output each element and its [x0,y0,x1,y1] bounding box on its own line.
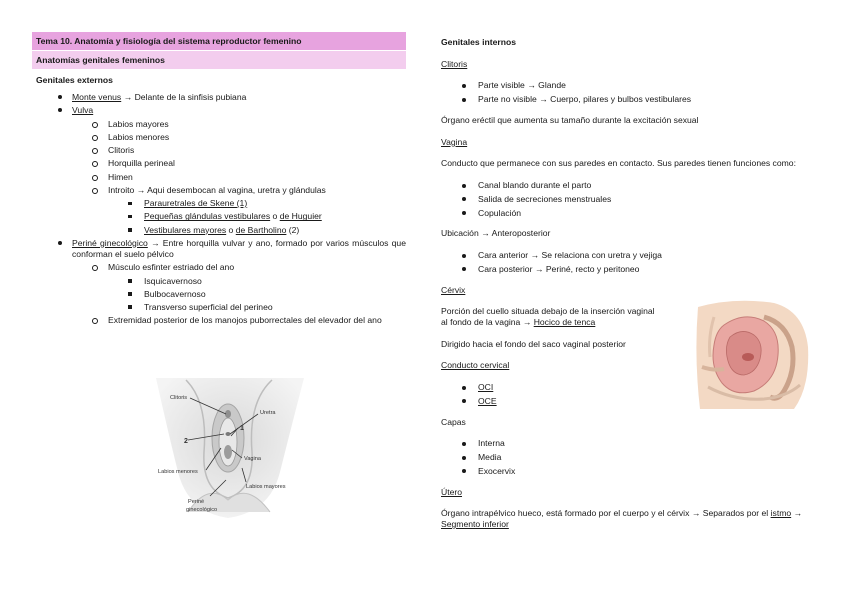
external-genitals-heading: Genitales externos [36,75,113,85]
list-item: Labios menores [72,132,406,143]
ubicacion-text: Ubicación → Anteroposterior [441,228,551,239]
list-item: Bulbocavernoso [108,289,406,300]
list-item [108,225,406,236]
segmento-term: Segmento inferior [441,519,509,530]
list-item: OCI [441,382,816,393]
cervix-description [441,306,663,327]
list-item: Copulación [441,208,816,219]
huguier-term-a: Pequeñas glándulas vestibulares [144,211,271,222]
list-item: Media [441,452,816,463]
pelvic-anatomy-figure [694,297,811,415]
list-item: Himen [72,172,406,183]
list-item: Extremidad posterior de los manojos puborrectales del elevador del ano [72,315,406,326]
list-item [72,185,406,235]
utero-desc-c: → [791,508,803,519]
vagina-subheading: Vagina [441,136,468,147]
cervix-description-2: Dirigido hacia el fondo del saco vaginal posterior [441,338,626,349]
ubicacion-list [441,250,816,274]
label-labios-menores: Labios menores [158,469,198,475]
list-item [32,105,406,235]
bartholino-term-a: Vestibulares mayores [144,224,227,235]
label-number-1: 1 [240,425,244,432]
list-item [32,92,406,103]
list-item: Parte visible → Glande [441,80,816,91]
conducto-subheading: Conducto cervical [441,360,510,371]
label-uretra: Uretra [260,410,276,416]
musculo-text: Músculo esfinter estriado del ano [108,262,235,273]
clitoris-description: Órgano eréctil que aumenta su tamaño durante la excitación sexual [441,114,699,125]
list-item: Interna [441,438,816,449]
huguier-term-b: de Huguier [279,211,322,222]
list-item: Exocervix [441,466,816,477]
left-column [32,32,406,328]
perine-term: Periné ginecológico [72,237,148,248]
list-item: OCE [441,396,816,407]
label-vagina: Vagina [244,456,262,462]
bartholino-sep: o [226,224,236,235]
list-item: Labios mayores [72,119,406,130]
vagina-description: Conducto que permanece con sus paredes en contacto. Sus paredes tienen funciones como: [441,158,796,169]
monte-venus-term: Monte venus [72,91,122,102]
list-item: Clitoris [72,145,406,156]
list-item [108,211,406,222]
introito-text: Introito → Aqui desembocan al vagina, uretra y glándulas [108,184,326,195]
cervix-subheading: Cérvix [441,284,466,295]
section-title: Anatomías genitales femeninos [32,51,406,69]
utero-desc-a: Órgano intrapélvico hueco, está formado por el cuerpo y el cérvix → Separados por el [441,508,771,519]
utero-subheading: Útero [441,486,463,497]
list-item: Transverso superficial del perineo [108,302,406,313]
right-column [441,32,816,541]
list-item [32,238,406,326]
vulva-term: Vulva [72,104,94,115]
label-perine-2: ginecológico [186,507,218,513]
vagina-list [441,180,816,218]
perine-desc: → Entre horquilla vulvar y ano, formado por varios músculos que conforman el suelo pélvico [72,237,406,259]
huguier-sep: o [270,211,280,222]
vulva-anatomy-figure [148,372,310,520]
list-item: Salida de secreciones menstruales [441,194,816,205]
capas-list [441,438,816,476]
vulva-list [72,119,406,236]
list-item: Horquilla perineal [72,158,406,169]
cervix-desc-text: Porción del cuello situada debajo de la inserción vaginal al fondo de la vagina → [441,306,655,328]
internal-genitals-heading: Genitales internos [441,37,516,47]
list-item: Isquicavernoso [108,276,406,287]
glands-list [108,198,406,235]
perine-list [72,262,406,326]
clitoris-subheading: Clitoris [441,58,468,69]
label-number-2: 2 [184,438,188,445]
clitoris-list [441,80,816,104]
label-perine-1: Periné [188,499,205,505]
hocico-term: Hocico de tenca [533,317,596,328]
list-item: Cara posterior → Periné, recto y peritoneo [441,264,816,275]
monte-venus-desc: → Delante de la sinfisis pubiana [121,91,247,102]
bartholino-term-b: de Bartholino [235,224,287,235]
capas-text: Capas [441,416,466,427]
skene-term: Parauretrales de Skene (1) [144,198,248,209]
utero-description [441,508,816,529]
list-item [72,262,406,312]
istmo-term: istmo [770,508,792,519]
label-labios-mayores: Labios mayores [246,484,286,490]
page-title: Tema 10. Anatomía y fisiología del sistema reproductor femenino [32,32,406,50]
external-list [32,92,406,326]
muscles-list [108,276,406,313]
list-item: Canal blando durante el parto [441,180,816,191]
list-item: Cara anterior → Se relaciona con uretra y vejiga [441,250,816,261]
bartholino-num: (2) [286,224,300,235]
label-clitoris: Clitoris [170,395,188,401]
list-item: Parte no visible → Cuerpo, pilares y bulbos vestibulares [441,94,816,105]
list-item [108,198,406,209]
